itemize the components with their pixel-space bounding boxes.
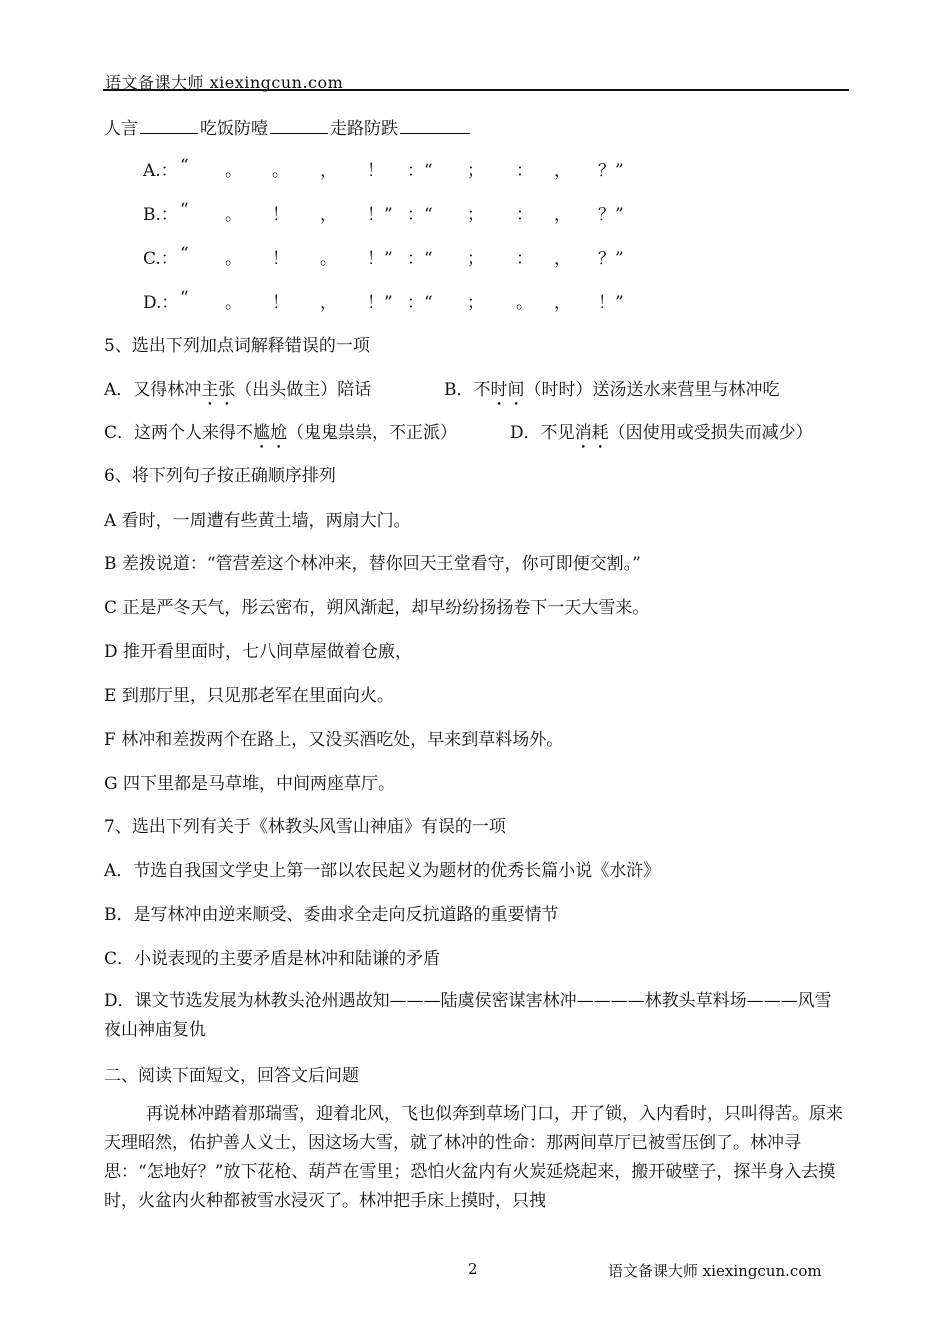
punctuation-mark: 。 (225, 161, 242, 181)
blank-2 (270, 119, 328, 134)
q6-title: 6、将下列句子按正确顺序排列 (104, 466, 336, 486)
punctuation-mark: ， (554, 161, 571, 181)
punctuation-mark: ：“ (407, 249, 433, 269)
punctuation-mark: ： (516, 161, 533, 181)
header-rule (103, 89, 849, 91)
blank-1 (140, 119, 198, 134)
punctuation-mark: ！ (367, 161, 384, 181)
option-label: A.： (143, 161, 178, 181)
footer-brand: 语文备课大师 xiexingcun.com (608, 1262, 822, 1280)
punctuation-mark: ， (320, 161, 337, 181)
punctuation-mark: ？” (598, 205, 624, 225)
q6-item: D 推开看里面时，七八间草屋做着仓廒， (104, 642, 413, 662)
punctuation-mark: “ (180, 200, 189, 220)
fill-part-2: 吃饭防噎 (200, 119, 268, 139)
option-label: B.： (143, 205, 178, 225)
punctuation-mark: ， (554, 205, 571, 225)
q6-item: B 差拨说道：“管营差这个林冲来，替你回天王堂看守，你可即便交割。” (104, 554, 641, 574)
punctuation-mark: 。 (272, 161, 289, 181)
punctuation-mark: ？” (598, 249, 624, 269)
q6-item: E 到那厅里，只见那老军在里面向火。 (104, 686, 394, 706)
punctuation-mark: ； (467, 249, 484, 269)
q7-option-c: C．小说表现的主要矛盾是林冲和陆谦的矛盾 (104, 949, 441, 969)
option-label: D.： (143, 293, 179, 313)
punctuation-mark: ！” (598, 293, 624, 313)
header-brand: 语文备课大师 xiexingcun.com (105, 73, 344, 92)
q5-option-c: C．这两个人来得不尴尬（鬼鬼祟祟，不正派） (104, 423, 458, 443)
fill-line (104, 114, 472, 139)
punctuation-mark: ； (467, 161, 484, 181)
punctuation-mark: 。 (225, 293, 242, 313)
q7-option-b: B．是写林冲由逆来顺受、委曲求全走向反抗道路的重要情节 (104, 905, 559, 925)
punctuation-mark: 。 (516, 293, 533, 313)
q6-item: C 正是严冬天气，彤云密布，朔风渐起，却早纷纷扬扬卷下一天大雪来。 (104, 598, 650, 618)
punctuation-mark: ！ (272, 249, 289, 269)
punctuation-mark: ！ (272, 205, 289, 225)
punctuation-mark: ：“ (407, 293, 433, 313)
fill-part-3: 走路防跌 (330, 119, 398, 139)
q5-option-d: D．不见消耗（因使用或受损失而减少） (510, 423, 813, 443)
punctuation-mark: ！” (367, 249, 393, 269)
punctuation-mark: ， (320, 205, 337, 225)
punctuation-mark: ：“ (407, 161, 433, 181)
punctuation-mark: ， (554, 293, 571, 313)
passage: 再说林冲踏着那瑞雪，迎着北风，飞也似奔到草场门口，开了锁，入内看时，只叫得苦。原来天理昭然，佑护善人义士，因这场大雪，就了林冲的性命：那两间草厅已被雪压倒了。林冲寻思：“怎地好？”放下花枪、葫芦在雪里；恐怕火盆内有火炭延烧起来，搬开破壁子，探半身入去摸时，火盆内火种都被雪水浸灭了。林冲把手床上摸时，只拽 (104, 1104, 843, 1211)
q7-title: 7、选出下列有关于《林教头风雪山神庙》有误的一项 (104, 817, 506, 837)
q5-d-dotted: 消耗 (574, 423, 609, 443)
punctuation-mark: ； (467, 205, 484, 225)
punctuation-mark: 。 (225, 249, 242, 269)
punctuation-mark: “ (180, 288, 189, 308)
punctuation-mark: ！” (367, 205, 393, 225)
q5-option-a-b: A．又得林冲主张（出头做主）陪话 (104, 380, 372, 400)
page-number: 2 (468, 1260, 478, 1278)
q6-item: A 看时，一周遭有些黄土墙，两扇大门。 (104, 511, 411, 531)
punctuation-mark: ： (516, 249, 533, 269)
punctuation-mark: “ (180, 244, 189, 264)
q7-option-d: D．课文节选发展为林教头沧州遇故知———陆虞侯密谋害林冲————林教头草料场———风雪夜山神庙复仇 (104, 991, 832, 1040)
q5-b-dotted: 时间 (490, 380, 525, 400)
option-label: C.： (143, 249, 178, 269)
punctuation-mark: 。 (225, 205, 242, 225)
punctuation-mark: ， (554, 249, 571, 269)
q6-item: G 四下里都是马草堆，中间两座草厅。 (104, 774, 395, 794)
punctuation-mark: ：“ (407, 205, 433, 225)
fill-part-1: 人言 (104, 119, 138, 139)
q6-item: F 林冲和差拨两个在路上，又没买酒吃处，早来到草料场外。 (104, 730, 564, 750)
blank-3 (400, 119, 470, 134)
punctuation-mark: ； (467, 293, 484, 313)
punctuation-mark: ： (516, 205, 533, 225)
punctuation-mark: ？” (598, 161, 624, 181)
punctuation-mark: ！” (367, 293, 393, 313)
q5-option-b: B．不时间（时时）送汤送水来营里与林冲吃 (444, 380, 780, 400)
punctuation-mark: ！ (272, 293, 289, 313)
section2-title: 二、阅读下面短文，回答文后问题 (104, 1066, 359, 1086)
q5-a-dotted: 主张 (201, 380, 236, 400)
punctuation-mark: “ (180, 156, 189, 176)
q5-c-dotted: 尴尬 (253, 423, 288, 443)
q7-option-a: A．节选自我国文学史上第一部以农民起义为题材的优秀长篇小说《水浒》 (104, 861, 661, 881)
punctuation-mark: 。 (320, 249, 337, 269)
punctuation-mark: ， (320, 293, 337, 313)
q5-title: 5、选出下列加点词解释错误的一项 (104, 336, 370, 356)
